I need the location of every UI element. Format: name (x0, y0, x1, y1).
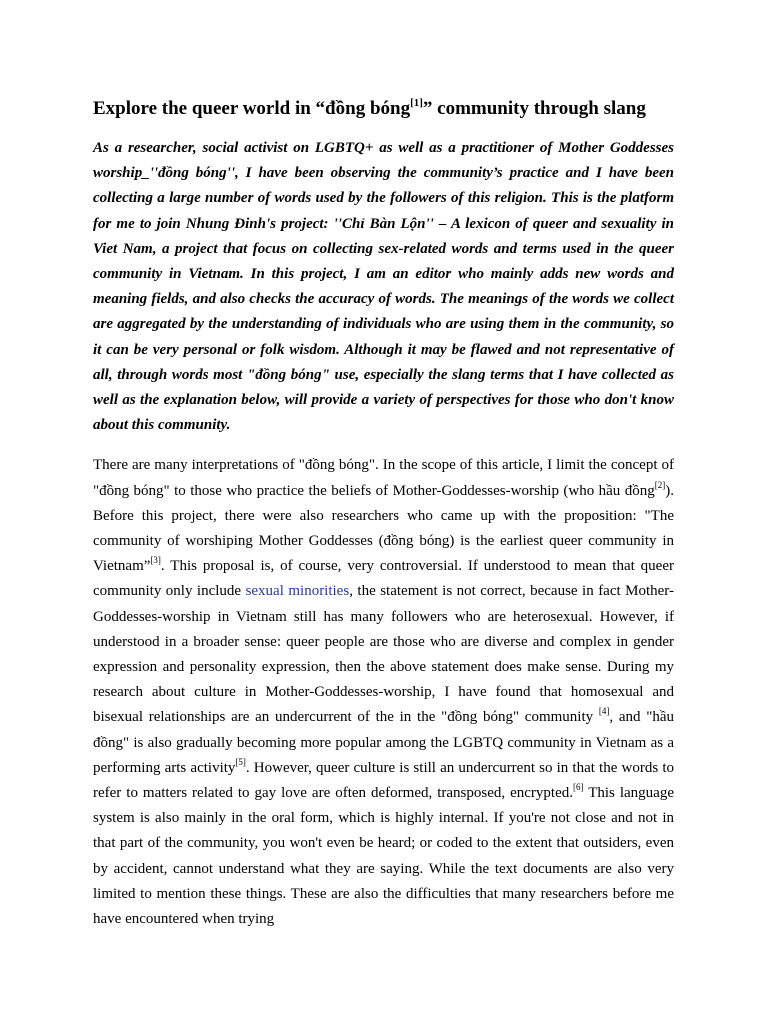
body-text: . This proposal is, of course, very controversial. If understood to mean that queer community only include (93, 558, 674, 600)
footnote-ref-5[interactable]: [5] (235, 756, 246, 767)
footnote-ref-1[interactable]: [1] (410, 97, 423, 109)
body-text: ). Before this project, there were also researchers who came up with the proposition: "The community of worshiping Mother Goddesses (đồng bóng) is the earliest queer community in Vietnam” (93, 482, 674, 575)
footnote-ref-4[interactable]: [4] (598, 706, 610, 717)
body-text: . However, queer culture is still an undercurrent so in that the words to refer to matters related to gay love are often deformed, transposed, encrypted. (93, 759, 674, 802)
article-title (93, 96, 674, 122)
abstract-paragraph: As a researcher, social activist on LGBTQ+ as well as a practitioner of Mother Goddesses worship_''đồng bóng'', I have been observing the community’s practice and I have been collecting a large number of words used by the followers of this religion. This is the platform for me to join Nhung Đinh's project: ''Chỉ Bàn Lộn'' – A lexicon of queer and sexuality in Viet Nam, a project that focus on collecting sex-related words and terms used in the queer community in Vietnam. In this project, I am an editor who mainly adds new words and meaning fields, and also checks the accuracy of words. The meanings of the words we collect are aggregated by the understanding of individuals who are using them in the community, so it can be very personal or folk wisdom. Although it may be flawed and not representative of all, through words most "đồng bóng" use, especially the slang terms that I have collected as well as the explanation below, will provide a variety of perspectives for those who don't know about this community. (93, 140, 674, 434)
body-text: There are many interpretations of "đồng bóng". In the scope of this article, I limit the concept of "đồng bóng" to those who practice the beliefs of Mother-Goddesses-worship (who hầu đồng (93, 457, 674, 499)
title-text-start: Explore the queer world in “đồng bóng (93, 98, 411, 119)
body-paragraph (93, 453, 674, 932)
body-text: , the statement is not correct, because in fact Mother-Goddesses-worship in Vietnam still has many followers who are heterosexual. However, if understood in a broader sense: queer people are those who are diverse and complex in gender expression and personality expression, then the above statement does make sense. During my research about culture in Mother-Goddesses-worship, I have found that homosexual and bisexual relationships are an undercurrent of the in the "đồng bóng" community (93, 583, 674, 726)
body-text: , and "hầu đồng" is also gradually becoming more popular among the LGBTQ community in Vietnam as a performing arts activity (93, 709, 674, 776)
title-text-end: ” community through slang (422, 98, 646, 119)
body-text: This language system is also mainly in the oral form, which is highly internal. If you're not close and not in that part of the community, you won't even be heard; or coded to the extent that outsiders, even by accident, cannot understand what they are saying. While the text documents are also very limited to mention these things. These are also the difficulties that many researchers before me have encountered when trying (93, 785, 674, 928)
sexual-minorities-link[interactable]: sexual minorities (245, 583, 350, 600)
footnote-ref-6[interactable]: [6] (573, 782, 584, 793)
document-page (93, 96, 674, 932)
footnote-ref-2[interactable]: [2] (654, 479, 666, 490)
footnote-ref-3[interactable]: [3] (150, 555, 161, 566)
